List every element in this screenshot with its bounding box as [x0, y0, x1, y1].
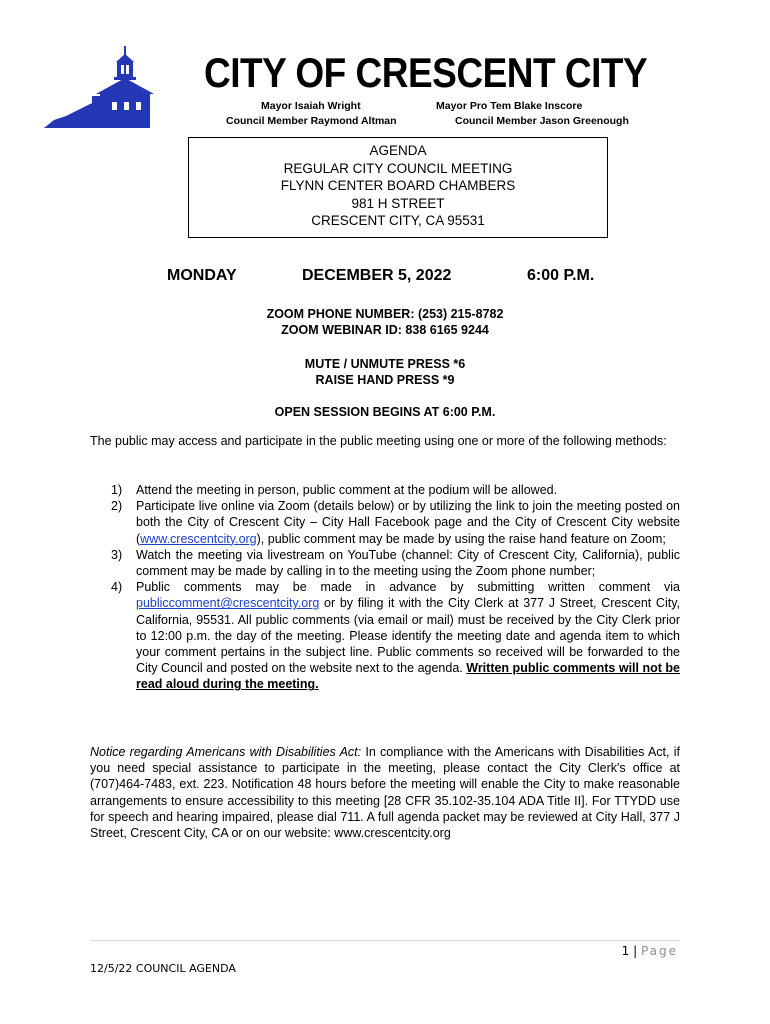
mayor-name: Mayor Isaiah Wright [261, 100, 361, 112]
meeting-type: REGULAR CITY COUNCIL MEETING [283, 160, 513, 176]
website-link[interactable]: www.crescentcity.org [140, 531, 257, 546]
item-text: Public comments may be made in advance by submitting written comment via [136, 580, 680, 595]
item-text: ), public comment may be made by using the raise hand feature on Zoom; [256, 531, 666, 546]
item-number: 1) [111, 483, 123, 497]
item-text: or by filing it with the City Clerk at 377 J Street, Crescent City, California, 95531. All public comments (via email or mail) must be received by the City Clerk prior to 12:00 p.m. the day of the meeting. Please identify the meeting date and agenda item to which your comment pertains in the subject line. Public comments so received will be forwarded to the City Council and posted on the website next to the agenda. [136, 596, 680, 676]
ada-notice-text: In compliance with the Americans with Disabilities Act, if you need special assistance to participate in the meeting, please contact the City Clerk's office at (707)464-7483, ext. 223. Notification 48 hours before the meeting will enable the City to make reasonable arrangements to ensure accessibility to this meeting [28 CFR 35.102-35.104 ADA Title II]. For TTYDD use for speech and hearing impaired, please dial 711. A full agenda packet may be reviewed at City Hall, 377 J Street, Crescent City, CA or on our website: www.crescentcity.org [90, 745, 681, 841]
venue-name: FLYNN CENTER BOARD CHAMBERS [280, 178, 516, 193]
city-title: CITY OF CRESCENT CITY [204, 50, 648, 96]
agenda-label: AGENDA [369, 143, 427, 158]
list-item [90, 498, 680, 547]
item-number: 3) [111, 547, 123, 562]
zoom-webinar-id: ZOOM WEBINAR ID: 838 6165 9244 [281, 323, 489, 337]
page-separator: | [633, 944, 638, 958]
council-member-name: Council Member Jason Greenough [455, 115, 629, 127]
footer-doc-label: 12/5/22 COUNCIL AGENDA [90, 962, 236, 975]
zoom-info [90, 306, 680, 338]
item-text: Attend the meeting in person, public comment at the podium will be allowed. [136, 483, 558, 497]
agenda-box [188, 137, 608, 238]
raise-hand-instruction: RAISE HAND PRESS *9 [315, 373, 455, 387]
list-item [90, 482, 680, 498]
item-text: Participate live online via Zoom (details below) or by utilizing the link to join the meeting posted on both the City of Crescent City – City Hall Facebook page and the City of Crescent City website ( [136, 499, 680, 546]
list-item [90, 547, 680, 579]
page-label: Page [640, 944, 678, 958]
meeting-date: DECEMBER 5, 2022 [302, 267, 452, 284]
page-number-value: 1 [621, 944, 630, 958]
council-member-name: Council Member Raymond Altman [226, 115, 397, 127]
page-number [622, 944, 678, 958]
mayor-pro-tem-name: Mayor Pro Tem Blake Inscore [436, 100, 583, 112]
intro-paragraph: The public may access and participate in the public meeting using one or more of the following methods: [90, 434, 667, 448]
meeting-time: 6:00 P.M. [527, 267, 595, 284]
list-item [90, 579, 680, 692]
officials-left [226, 99, 397, 129]
venue-city: CRESCENT CITY, CA 95531 [311, 213, 485, 228]
venue-street: 981 H STREET [351, 195, 445, 211]
email-link[interactable]: publiccomment@crescentcity.org [136, 596, 320, 611]
mute-instruction: MUTE / UNMUTE PRESS *6 [304, 357, 466, 371]
lighthouse-logo [44, 44, 156, 128]
footer-divider [90, 940, 680, 941]
officials-right [436, 99, 629, 129]
item-text: Watch the meeting via livestream on YouTube (channel: City of Crescent City, California), public comment may be made by calling in to the meeting using the Zoom phone number; [136, 547, 680, 579]
ada-notice-heading: Notice regarding Americans with Disabilities Act: [90, 745, 362, 759]
zoom-phone: ZOOM PHONE NUMBER: (253) 215-8782 [266, 307, 504, 321]
item-number: 4) [111, 580, 123, 595]
participation-methods [90, 482, 680, 693]
written-comments-notice: Written public comments will not be read aloud during the meeting. [136, 661, 680, 692]
item-number: 2) [111, 499, 123, 514]
ada-notice [90, 744, 680, 841]
zoom-controls [90, 356, 680, 388]
meeting-day: MONDAY [167, 267, 237, 284]
open-session: OPEN SESSION BEGINS AT 6:00 P.M. [274, 405, 496, 419]
